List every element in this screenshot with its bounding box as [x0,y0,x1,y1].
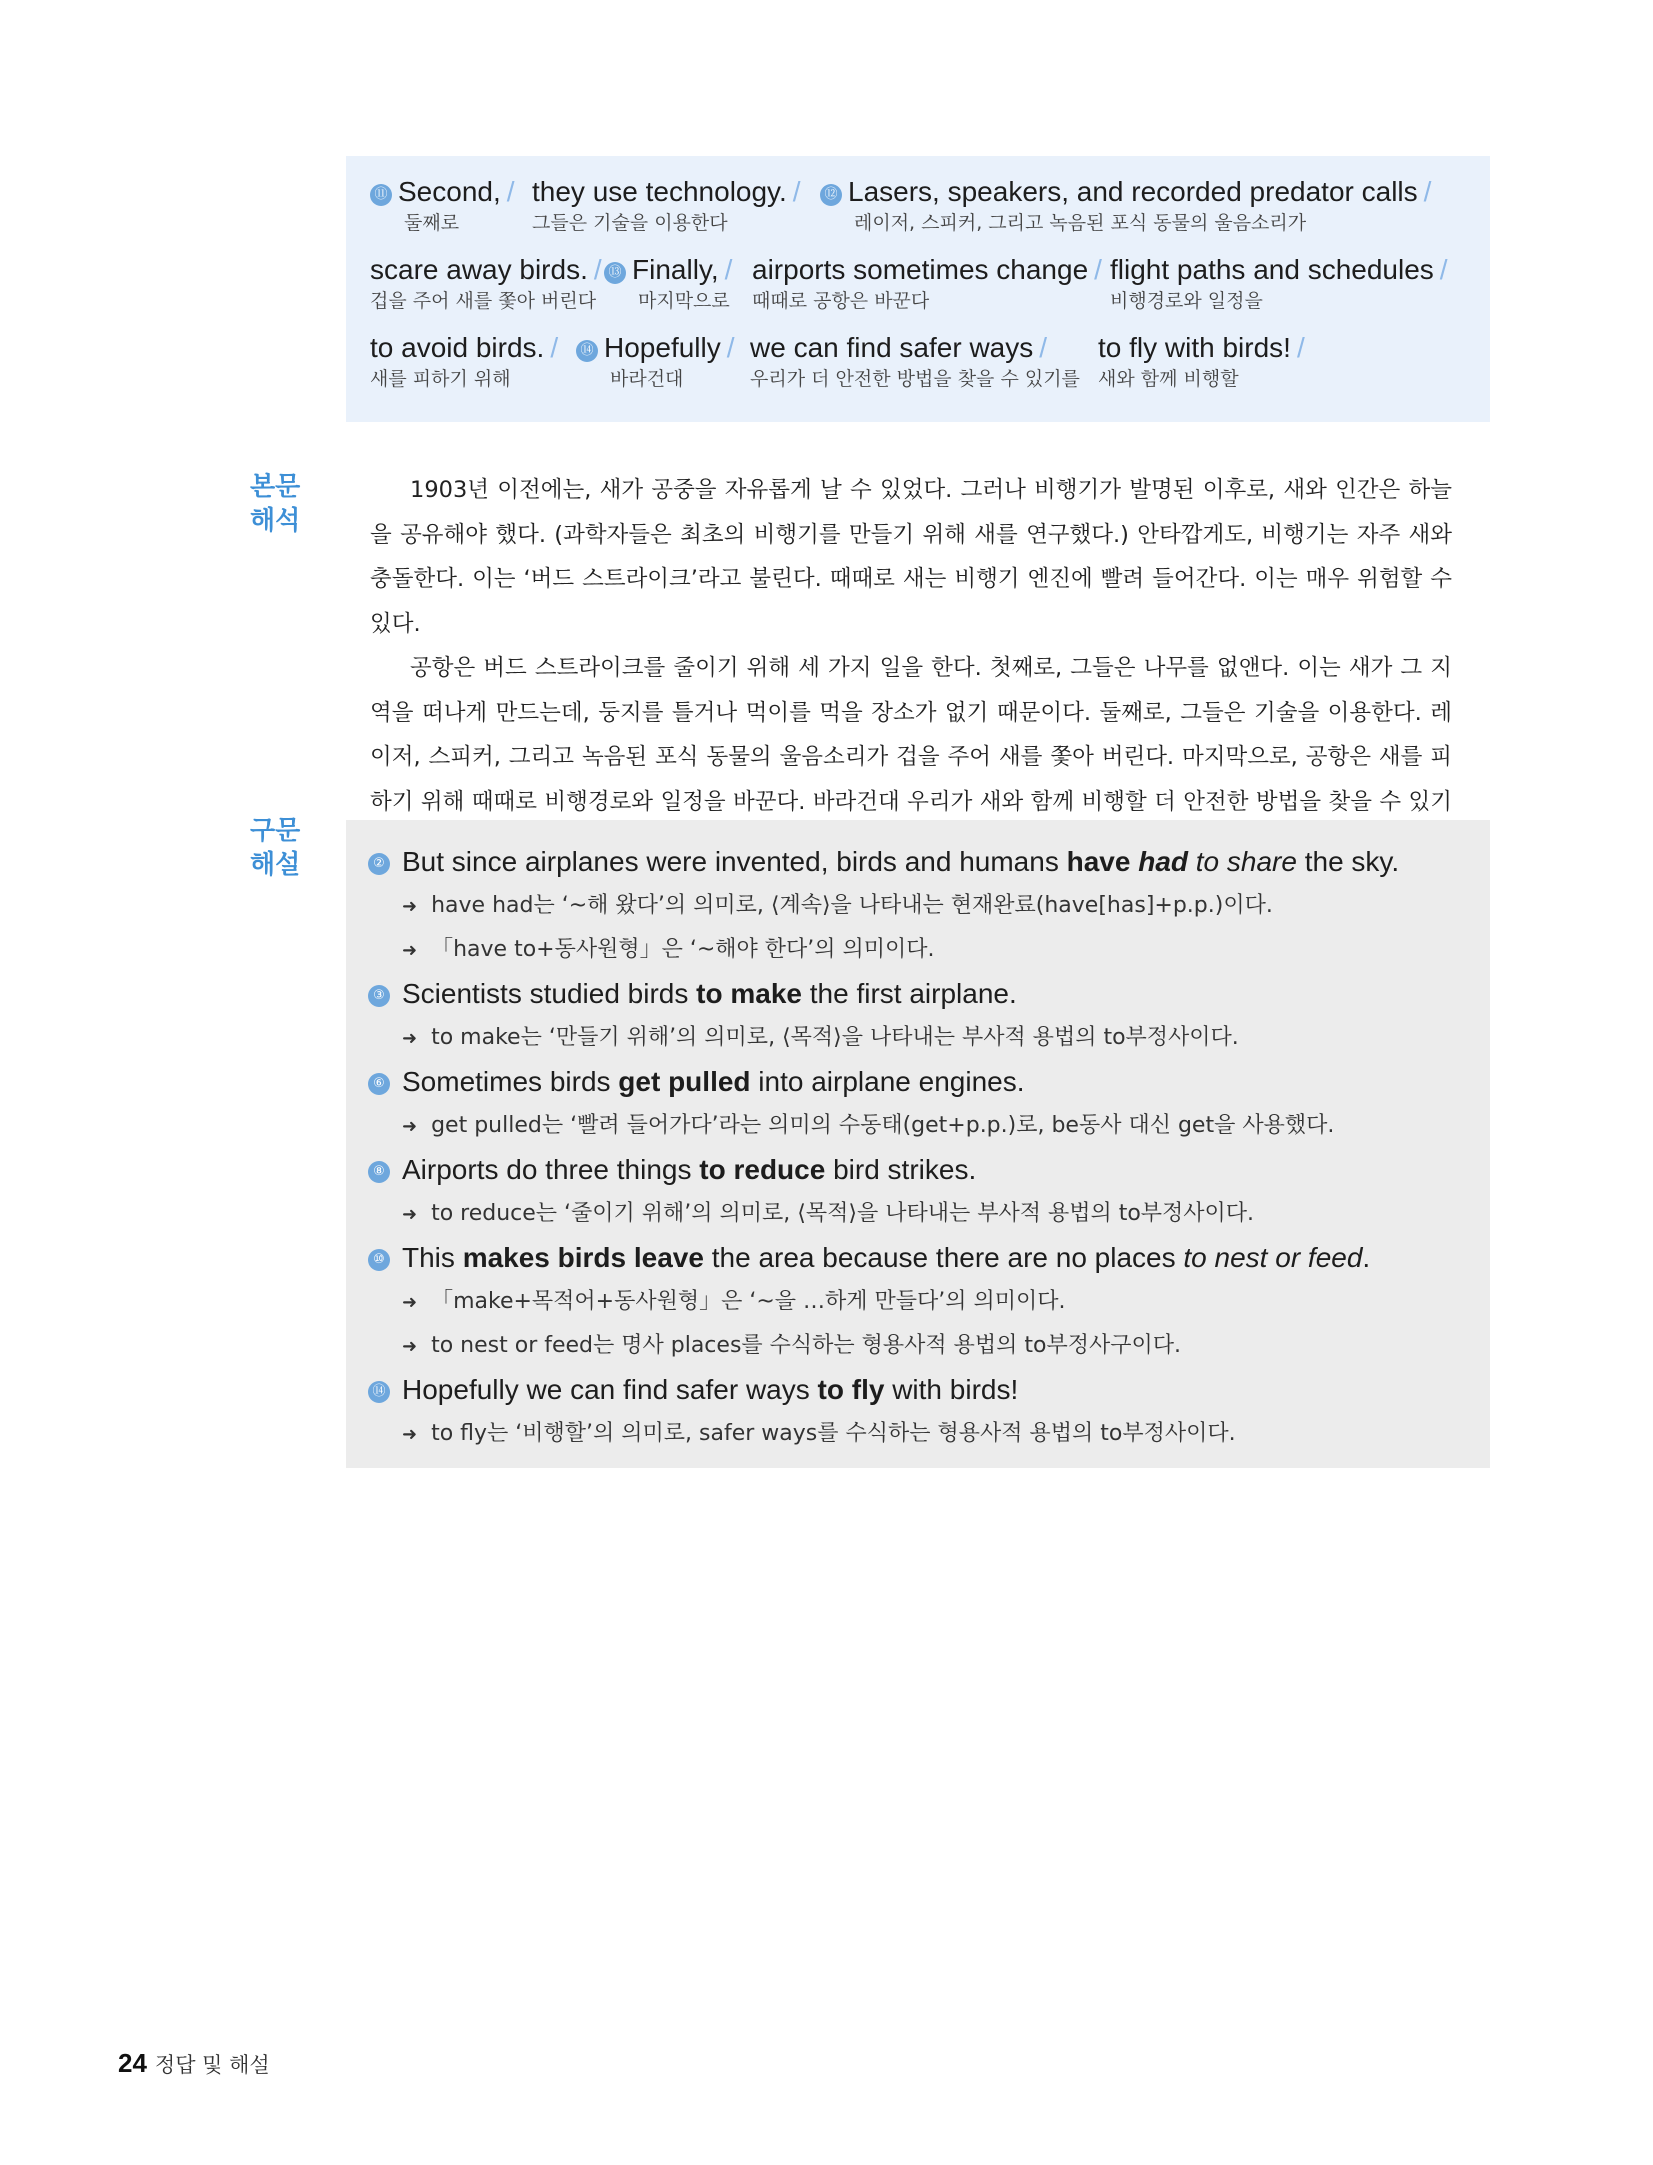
sentence-number: ⑭ [368,1381,390,1403]
chunk-segment [532,174,807,236]
grammar-sentence-text [402,846,1399,877]
chunk-slash: / [1423,176,1432,207]
chunk-english: Finally, [632,254,719,285]
chunk-slash: / [506,176,515,207]
grammar-explanation-box [346,820,1490,1468]
chunk-row [370,174,1466,252]
chunk-slash: / [593,254,602,285]
grammar-highlight: get pulled [618,1066,751,1097]
grammar-highlight: had [1138,846,1188,877]
chunk-slash: / [724,254,733,285]
chunk-slash: / [792,176,801,207]
chunk-segment [752,252,1108,314]
chunk-slash: / [726,332,735,363]
chunk-segment [1110,252,1454,314]
chunk-row [370,330,1466,408]
grammar-note-text: have had는 ‘~해 왔다’의 의미로, ⟨계속⟩을 나타내는 현재완료(have[has]+p.p.)이다. [431,893,1273,918]
chunk-slash: / [550,332,559,363]
chunk-english: Lasers, speakers, and recorded predator calls [848,176,1418,207]
sentence-number: ⑫ [820,184,842,206]
arrow-icon: ➜ [402,1424,418,1445]
sentence-number: ⑧ [368,1161,390,1183]
grammar-text-part: the first airplane. [801,978,1017,1009]
grammar-note [368,1280,1468,1324]
arrow-icon: ➜ [402,1028,418,1049]
grammar-text-part: But since airplanes were invented, birds and humans [402,846,1067,877]
grammar-label-line: 구문 [250,816,301,846]
translation-text [370,468,1452,869]
grammar-text-part: Airports do three things [402,1154,700,1185]
grammar-sentence-text [402,1154,976,1185]
grammar-note-text: get pulled는 ‘빨려 들어가다’라는 의미의 수동태(get+p.p.)로, be동사 대신 get을 사용했다. [431,1113,1335,1138]
grammar-note-text: to reduce는 ‘줄이기 위해’의 의미로, ⟨목적⟩을 나타내는 부사적 용법의 to부정사이다. [431,1201,1255,1226]
grammar-text-part: the area because there are no places [703,1242,1184,1273]
chunk-reading-box [346,156,1490,422]
grammar-highlight: have [1066,846,1139,877]
grammar-text-part: bird strikes. [825,1154,977,1185]
chunk-korean: 마지막으로 [638,290,730,312]
grammar-text-part [1188,846,1196,877]
chunk-korean: 레이저, 스피커, 그리고 녹음된 포식 동물의 울음소리가 [854,212,1307,234]
sentence-number: ⑬ [604,262,626,284]
chunk-segment [1098,330,1311,392]
arrow-icon: ➜ [402,1292,418,1313]
grammar-note [368,1412,1468,1456]
chunk-segment [370,174,521,236]
sentence-number: ③ [368,985,390,1007]
arrow-icon: ➜ [402,940,418,961]
chunk-slash: / [1094,254,1102,285]
arrow-icon: ➜ [402,896,418,917]
chunk-english: scare away birds. [370,254,588,285]
grammar-note [368,1192,1468,1236]
grammar-text-part: into airplane engines. [750,1066,1025,1097]
grammar-sentence-text [402,1066,1025,1097]
grammar-note-text: to fly는 ‘비행할’의 의미로, safer ways를 수식하는 형용사적 용법의 to부정사이다. [431,1421,1236,1446]
translation-paragraph: 1903년 이전에는, 새가 공중을 자유롭게 날 수 있었다. 그러나 비행기가 발명된 이후로, 새와 인간은 하늘을 공유해야 했다. (과학자들은 최초의 비행기를 만들기 위해 새를 연구했다.) 안타깝게도, 비행기는 자주 새와 충돌한다. 이는 ‘버드 스트라이크’라고 불린다. 때때로 새는 비행기 엔진에 빨려 들어간다. 이는 매우 위험할 수 있다. [370,477,1452,637]
grammar-highlight: makes birds leave [462,1242,704,1273]
chunk-korean: 우리가 더 안전한 방법을 찾을 수 있기를 [750,368,1080,390]
sentence-number: ⑭ [576,340,598,362]
grammar-highlight: to make [696,978,802,1009]
grammar-text-part: This [402,1242,463,1273]
chunk-segment [576,330,741,392]
chunk-segment [820,174,1437,236]
grammar-note [368,884,1468,928]
chunk-segment [750,330,1080,392]
arrow-icon: ➜ [402,1336,418,1357]
sentence-number: ⑥ [368,1073,390,1095]
grammar-sentence [368,840,1468,884]
grammar-sentence [368,1368,1468,1412]
chunk-english: flight paths and schedules [1110,254,1434,285]
chunk-slash: / [1039,332,1048,363]
grammar-highlight: to fly [817,1374,885,1405]
chunk-segment [604,252,738,314]
chunk-english: to fly with birds! [1098,332,1291,363]
chunk-korean: 새를 피하기 위해 [370,368,511,390]
sentence-number: ⑪ [370,184,392,206]
grammar-sentence-text [402,978,1017,1009]
page-number: 24 [118,2048,147,2078]
page-footer-title: 정답 및 해설 [154,2053,270,2077]
chunk-segment [370,330,564,392]
grammar-sentence-text [402,1242,1370,1273]
arrow-icon: ➜ [402,1204,418,1225]
chunk-korean: 바라건대 [610,368,684,390]
chunk-korean: 새와 함께 비행할 [1098,368,1239,390]
translation-label-line: 해석 [250,506,301,536]
grammar-sentence [368,972,1468,1016]
chunk-segment [370,252,608,314]
chunk-english: Hopefully [604,332,721,363]
chunk-english: they use technology. [532,176,787,207]
arrow-icon: ➜ [402,1116,418,1137]
grammar-text-part: with birds! [884,1374,1019,1405]
grammar-highlight: to nest or feed [1183,1242,1363,1273]
grammar-highlight: to reduce [699,1154,826,1185]
grammar-note-text: to nest or feed는 명사 places를 수식하는 형용사적 용법의 to부정사구이다. [431,1333,1181,1358]
grammar-text-part: Hopefully we can find safer ways [402,1374,818,1405]
grammar-text-part: . [1362,1242,1371,1273]
chunk-row [370,252,1466,330]
chunk-slash: / [1296,332,1305,363]
chunk-english: airports sometimes change [752,254,1089,285]
grammar-label-line: 해설 [250,850,301,880]
grammar-sentence-text [402,1374,1018,1405]
grammar-text-part: Sometimes birds [402,1066,619,1097]
translation-paragraph: 공항은 버드 스트라이크를 줄이기 위해 세 가지 일을 한다. 첫째로, 그들은 나무를 없앤다. 이는 새가 그 지역을 떠나게 만드는데, 둥지를 틀거나 먹이를 먹을 장소가 없기 때문이다. 둘째로, 그들은 기술을 이용한다. 레이저, 스피커, 그리고 녹음된 포식 동물의 울음소리가 겁을 주어 새를 쫓아 버린다. 마지막으로, 공항은 새를 피하기 위해 때때로 비행경로와 일정을 바꾼다. 바라건대 우리가 새와 함께 비행할 더 안전한 방법을 찾을 수 있기 [370,655,1452,815]
grammar-note-text: 「have to+동사원형」은 ‘~해야 한다’의 의미이다. [431,937,935,962]
grammar-highlight: to share [1195,846,1297,877]
grammar-note [368,928,1468,972]
chunk-english: Second, [398,176,501,207]
chunk-korean: 둘째로 [404,212,460,234]
grammar-sentence [368,1060,1468,1104]
chunk-english: to avoid birds. [370,332,545,363]
chunk-korean: 비행경로와 일정을 [1110,290,1263,312]
grammar-note [368,1016,1468,1060]
grammar-text-part: Scientists studied birds [402,978,697,1009]
sentence-number: ⑩ [368,1249,390,1271]
chunk-korean: 겁을 주어 새를 쫓아 버린다 [370,290,597,312]
page-footer [118,2048,270,2079]
grammar-label [250,814,310,882]
grammar-note [368,1324,1468,1368]
grammar-sentence [368,1148,1468,1192]
grammar-note-text: 「make+목적어+동사원형」은 ‘~을 …하게 만들다’의 의미이다. [431,1289,1066,1314]
sentence-number: ② [368,853,390,875]
grammar-text-part: the sky. [1296,846,1400,877]
chunk-slash: / [1439,254,1448,285]
chunk-korean: 그들은 기술을 이용한다 [532,212,728,234]
translation-label [250,470,310,538]
grammar-note [368,1104,1468,1148]
chunk-korean: 때때로 공항은 바꾼다 [752,290,930,312]
grammar-sentence [368,1236,1468,1280]
grammar-note-text: to make는 ‘만들기 위해’의 의미로, ⟨목적⟩을 나타내는 부사적 용법의 to부정사이다. [431,1025,1239,1050]
chunk-english: we can find safer ways [750,332,1034,363]
translation-label-line: 본문 [250,472,301,502]
